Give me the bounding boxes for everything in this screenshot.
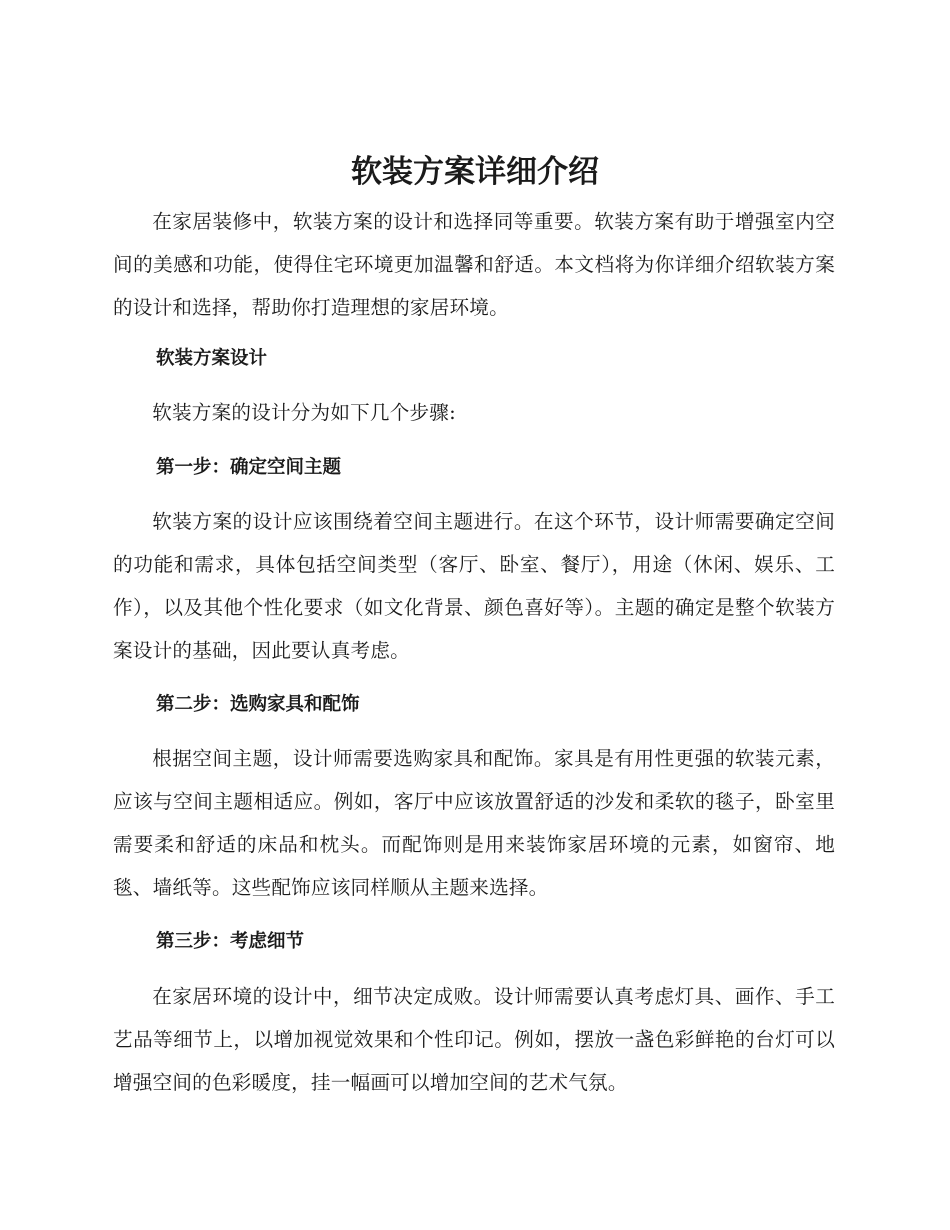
step-1-paragraph: 软装方案的设计应该围绕着空间主题进行。在这个环节，设计师需要确定空间的功能和需求，具体包括空间类型（客厅、卧室、餐厅），用途（休闲、娱乐、工作），以及其他个性化要求（如文化背景、颜色喜好等）。主题的确定是整个软装方案设计的基础，因此要认真考虑。 <box>113 510 835 662</box>
step-3-heading: 第三步：考虑细节 <box>156 931 305 952</box>
step-3-paragraph: 在家居环境的设计中，细节决定成败。设计师需要认真考虑灯具、画作、手工艺品等细节上，以增加视觉效果和个性印记。例如，摆放一盏色彩鲜艳的台灯可以增强空间的色彩暖度，挂一幅画可以增加空间的艺术气氛。 <box>113 985 835 1094</box>
step-1-heading: 第一步：确定空间主题 <box>156 457 342 478</box>
document-title: 软装方案详细介绍 <box>351 154 599 190</box>
section-intro-paragraph: 软装方案的设计分为如下几个步骤: <box>152 401 456 424</box>
intro-paragraph: 在家居装修中，软装方案的设计和选择同等重要。软装方案有助于增强室内空间的美感和功能，使得住宅环境更加温馨和舒适。本文档将为你详细介绍软装方案的设计和选择，帮助你打造理想的家居环境。 <box>113 210 835 319</box>
step-2-paragraph: 根据空间主题，设计师需要选购家具和配饰。家具是有用性更强的软装元素，应该与空间主题相适应。例如，客厅中应该放置舒适的沙发和柔软的毯子，卧室里需要柔和舒适的床品和枕头。而配饰则是用来装饰家居环境的元素，如窗帘、地毯、墙纸等。这些配饰应该同样顺从主题来选择。 <box>113 747 835 899</box>
section-heading: 软装方案设计 <box>156 348 268 369</box>
step-2-heading: 第二步：选购家具和配饰 <box>156 694 360 715</box>
